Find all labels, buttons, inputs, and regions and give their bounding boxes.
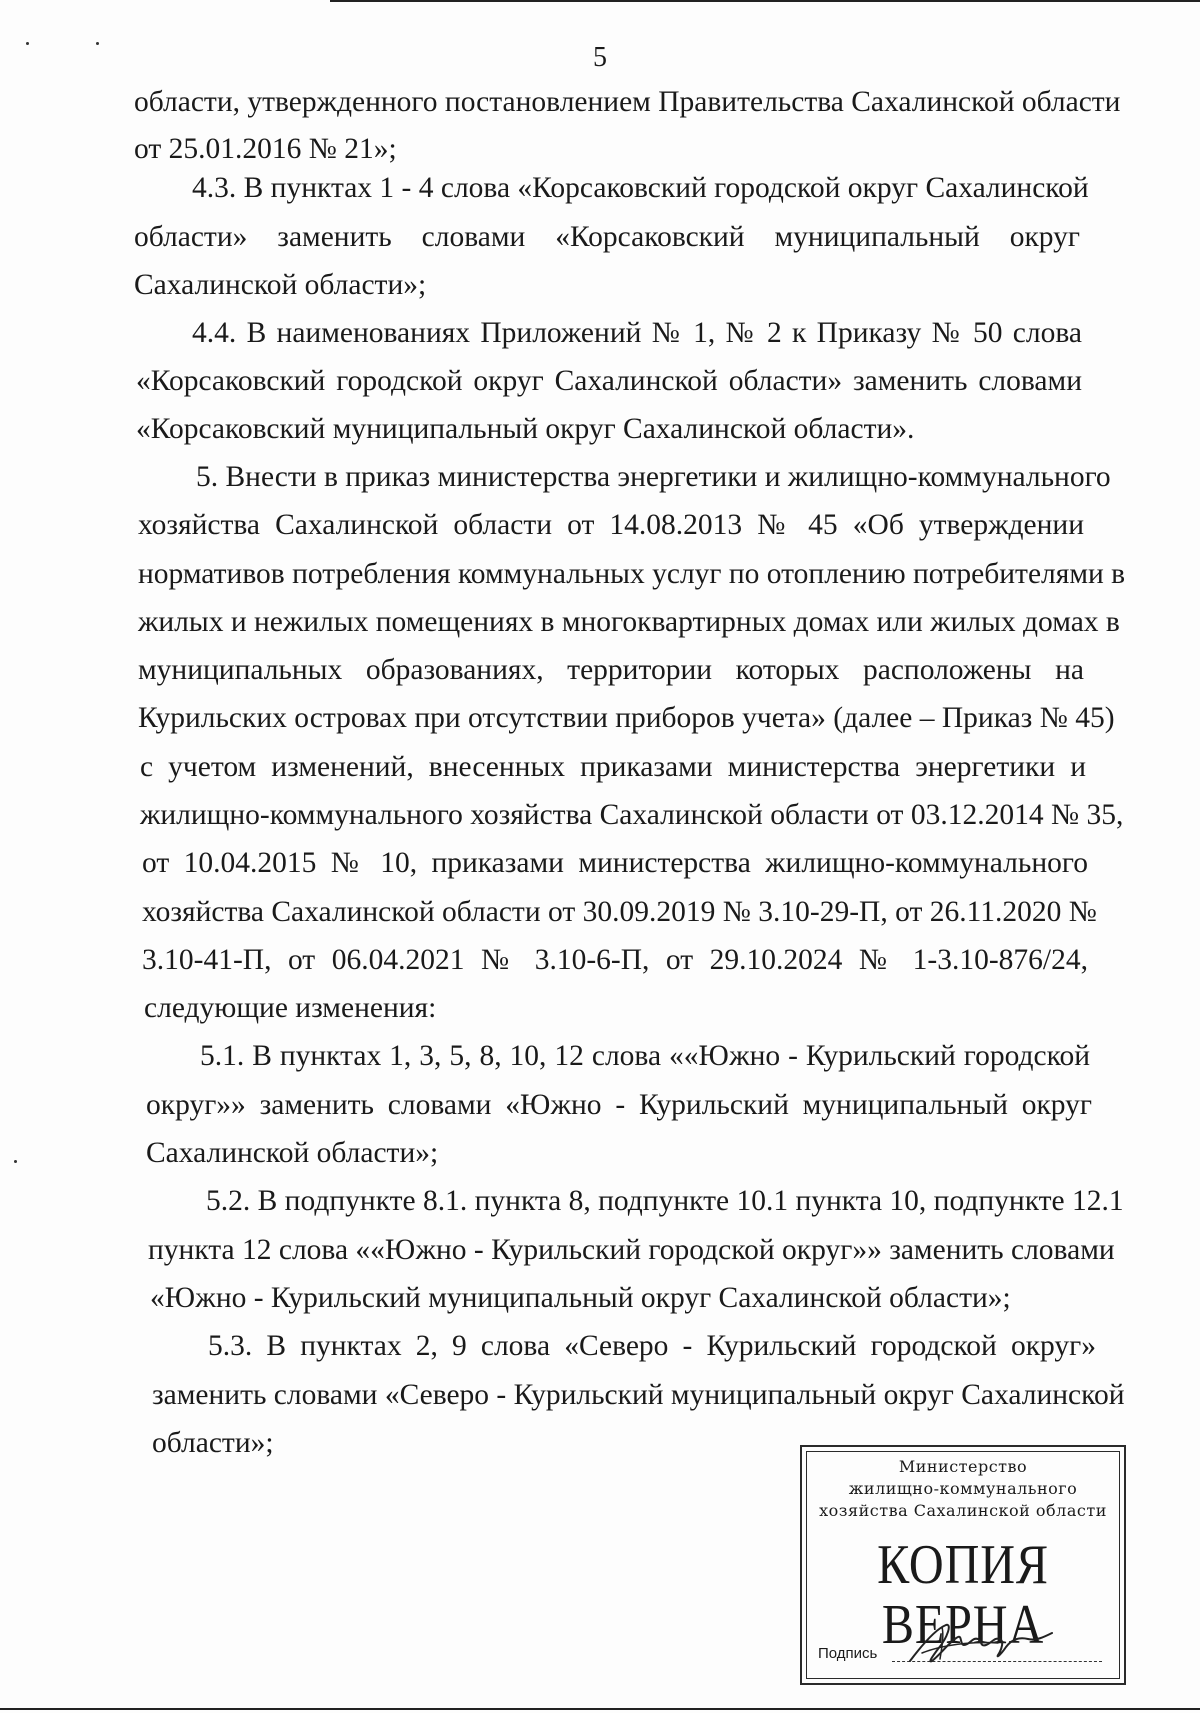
text-line: 5.1. В пунктах 1, 3, 5, 8, 10, 12 слова ««Южно - Курильский городской [200,1040,1090,1072]
stamp-sign-label: Подпись [818,1645,878,1662]
certified-copy-stamp [800,1445,1126,1685]
text-line: хозяйства Сахалинской области от 14.08.2013 № 45 «Об утверждении [138,509,1084,541]
text-line: с учетом изменений, внесенных приказами министерства энергетики и [140,751,1086,783]
text-line: округ»» заменить словами «Южно - Курильский муниципальный округ [146,1089,1092,1121]
text-line: области, утвержденного постановлением Правительства Сахалинской области [134,86,1121,118]
stamp-org-line: хозяйства Сахалинской области [819,1501,1107,1520]
text-line: нормативов потребления коммунальных услуг по отоплению потребителями в [138,558,1126,590]
text-line: Курильских островах при отсутствии приборов учета» (далее – Приказ № 45) [138,702,1115,734]
text-line: Сахалинской области»; [134,269,427,301]
text-line: хозяйства Сахалинской области от 30.09.2019 № 3.10-29-П, от 26.11.2020 № [142,896,1097,928]
text-line: жилищно-коммунального хозяйства Сахалинской области от 03.12.2014 № 35, [140,799,1124,831]
scan-speck [14,1160,17,1163]
text-line: 5.3. В пунктах 2, 9 слова «Северо - Курильский городской округ» [208,1330,1096,1362]
stamp-main-text: КОПИЯ ВЕРНА [877,1534,1049,1656]
text-line: пункта 12 слова ««Южно - Курильский городской округ»» заменить словами [148,1234,1115,1266]
handwritten-signature [902,1615,1062,1673]
text-line: области» заменить словами «Корсаковский муниципальный округ [134,221,1080,253]
text-line: «Южно - Курильский муниципальный округ Сахалинской области»; [150,1282,1011,1314]
text-line: области»; [152,1427,274,1459]
text-line: от 10.04.2015 № 10, приказами министерства жилищно-коммунального [142,847,1088,879]
text-line: «Корсаковский городской округ Сахалинской области» заменить словами [136,365,1082,397]
stamp-org-line: жилищно-коммунального [848,1479,1078,1498]
text-line: «Корсаковский муниципальный округ Сахалинской области». [136,413,915,445]
text-line: Сахалинской области»; [146,1137,439,1169]
text-line: заменить словами «Северо - Курильский муниципальный округ Сахалинской [152,1379,1125,1411]
scan-bottom-edge [0,1708,1200,1710]
text-line: 5. Внести в приказ министерства энергетики и жилищно-коммунального [196,461,1111,493]
text-line: муниципальных образованиях, территории которых расположены на [138,654,1084,686]
text-line: следующие изменения: [144,992,437,1024]
text-line: от 25.01.2016 № 21»; [134,133,397,165]
page-number: 5 [593,42,607,73]
text-line: жилых и нежилых помещениях в многоквартирных домах или жилых домах в [138,606,1120,638]
scan-top-edge [330,0,1200,2]
text-line: 4.4. В наименованиях Приложений № 1, № 2 к Приказу № 50 слова [192,317,1082,349]
text-line: 4.3. В пунктах 1 - 4 слова «Корсаковский городской округ Сахалинской [192,172,1089,204]
stamp-org-line: Министерство [898,1457,1028,1476]
text-line: 3.10-41-П, от 06.04.2021 № 3.10-6-П, от 29.10.2024 № 1-3.10-876/24, [142,944,1088,976]
text-line: 5.2. В подпункте 8.1. пункта 8, подпункте 10.1 пункта 10, подпункте 12.1 [206,1185,1124,1217]
